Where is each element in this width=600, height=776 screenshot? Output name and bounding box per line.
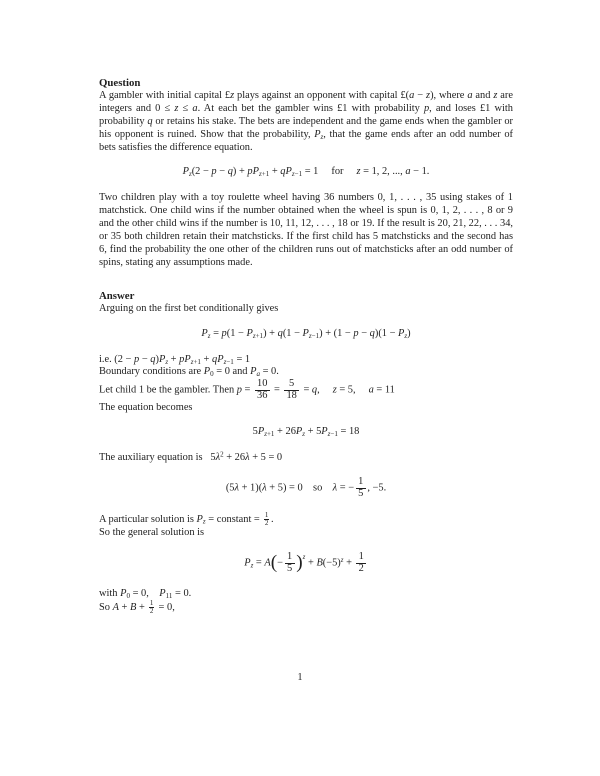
particular-solution-line: A particular solution is $P_z$ = constant = $\frac{1}{2}$ . bbox=[99, 511, 274, 528]
answer-heading: Answer bbox=[99, 289, 135, 302]
sum-condition-line: So A + B + $\frac{1}{2}$ = 0, bbox=[99, 599, 175, 616]
question-paragraph-1: A gambler with initial capital £z plays against an opponent with capital £(a − z), where a and z are integers and 0 ≤ z ≤ a. At each bet the gambler wins £1 with probability p, and loses £1 with probability q or retains his stake. The bets are independent and the game ends when the gambler or his opponent is ruined. Show that the probability, $P_z$, that the game ends after an odd number of bets satisfies the difference equation. bbox=[99, 89, 513, 153]
boundary-conditions-line: Boundary conditions are $P_0 = 0$ and $P_a = 0$. bbox=[99, 366, 279, 379]
general-solution-intro-line: So the general solution is bbox=[99, 527, 205, 539]
ie-line: i.e. $(2 - p - q)P_z + pP_{z+1} + qP_{z-1} = 1$ bbox=[99, 353, 251, 366]
answer-intro-line: Arguing on the first bet conditionally gives bbox=[99, 302, 279, 314]
question-paragraph-2: Two children play with a toy roulette wheel having 36 numbers 0, 1, . . . , 35 using stakes of 1 matchstick. One child wins if the number obtained when the wheel is spun is 0, 1, 2, . . . , 8 or 9 and the other child wins if the number is 10, 11, 12, . . . , 18 or 19. If the result is 20, 21, 22, . . . 34, or 35 both children retain their matchsticks. If the first child has 5 matchsticks and the second has 6, find the probability the one other of the children runs out of matchsticks after an odd number of spins, stating any assumptions made. bbox=[99, 192, 513, 268]
boundary-values-line: with $P_0 = 0$, $P_{11} = 0$. bbox=[99, 587, 192, 600]
general-solution-equation: $P_z = A(-$ $\frac{1}{5}$ )$^z + B(-5)^z$ + $\frac{1}{2}$ bbox=[99, 552, 513, 574]
page-number: 1 bbox=[297, 672, 303, 683]
gambler-setup-line: Let child 1 be the gambler. Then p = $\frac{10}{36}$ = $\frac{5}{18}$ = q, z = 5, a = 11 bbox=[99, 378, 395, 401]
recurrence-equation: $5P_{z+1} + 26P_z + 5P_{z-1} = 18$ bbox=[252, 426, 360, 439]
question-heading: Question bbox=[99, 77, 141, 89]
auxiliary-roots-equation: (5λ + 1)(λ + 5) = 0 so λ = − $\frac{1}{5}$ , −5. bbox=[225, 476, 387, 499]
equation-becomes-line: The equation becomes bbox=[99, 401, 193, 413]
conditional-probability-equation: $P_z = p(1 - P_{z+1}) + q(1 - P_{z-1}) + (1 - p - q)(1 - P_z)$ bbox=[201, 327, 411, 340]
difference-equation: $P_z(2 - p - q) + pP_{z+1} + qP_{z-1} = 1$ for z = 1, 2, ..., a − 1. bbox=[182, 166, 430, 179]
auxiliary-equation-line: The auxiliary equation is $5\lambda^2 + 26\lambda + 5 = 0$ bbox=[99, 450, 283, 464]
document-content bbox=[99, 77, 513, 615]
